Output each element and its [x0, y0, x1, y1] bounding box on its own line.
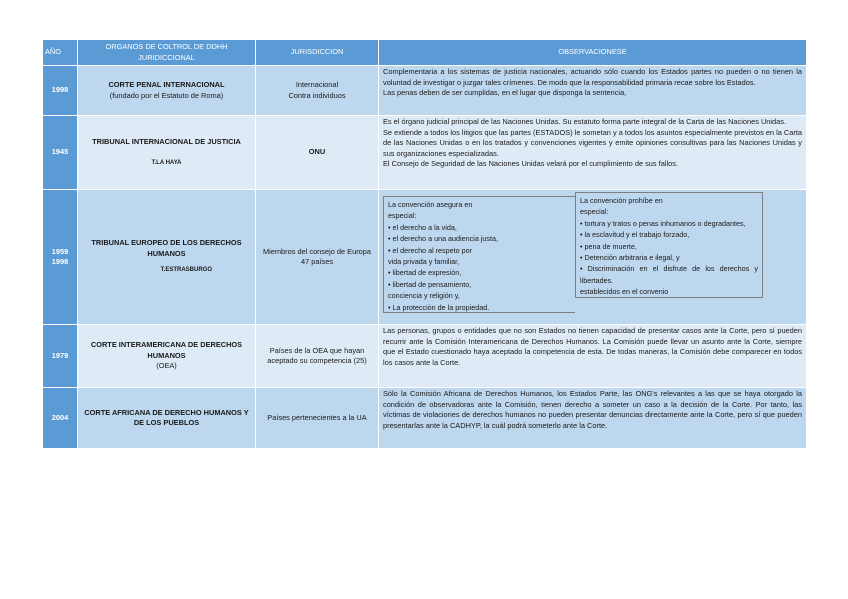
- observations-cell: Es el órgano judicial principal de las Naciones Unidas. Su estatuto forma parte integral de la Carta de las Naciones Unidas. Se extiende a todos los litigios que las partes (ESTADOS) le sometan y a todos los asuntos especialmente previstos en la Carta de las Naciones Unidas o en los tratados y convenciones vigentes y emite opiniones consultivas para las Naciones Unidas y sus organizaciones especializadas. El Consejo de Seguridad de las Naciones Unidas velará por el cumplimiento de sus fallos.: [379, 116, 807, 190]
- organ-sub: T.LA HAYA: [151, 159, 182, 166]
- box-line: • tortura y tratos o penas inhumanos o degradantes,: [580, 218, 746, 228]
- header-organ: ORGANOS DE COLTROL DE DDHH JURIDICCIONAL: [78, 40, 256, 66]
- box-line: • libertad de expresión,: [388, 268, 462, 278]
- box-line: • La protección de la propiedad.: [388, 302, 490, 312]
- header-row: [43, 40, 807, 66]
- table-row: [43, 325, 807, 388]
- jurisdiction-line: Países pertenecientes a la UA: [267, 412, 367, 422]
- header-jurisdiction: JURISDICCION: [256, 40, 379, 66]
- box-line: conciencia y religión y,: [388, 291, 460, 301]
- observations-cell: Complementaria a los sistemas de justicia nacionales, actuando sólo cuando los Estados partes no pueden o no tienen la voluntad de investigar o juzgar tales crímenes. De modo que la responsabilidad primaria recae sobre los Estados. Las penas deben de ser cumplidas, en el lugar que disponga la sentencia,: [379, 66, 807, 116]
- observations-cell: Sólo la Comisión Africana de Derechos Humanos, los Estados Parte, las ONG's relevantes a las que se haya otorgado la condición de observadoras ante la Comisión, tienen derecho a someter un caso a la decisión de la Corte. Por tanto, las víctimas de violaciones de derechos humanos no pueden presentar denuncias directamente ante la Corte, pero sí que pueden presentarlas ante la CADHYP, la cuál podrá someterlo ante la Corte.: [379, 388, 807, 449]
- box-line: especial:: [388, 211, 417, 221]
- jurisdiction-line: Contra individuos: [288, 90, 346, 100]
- jurisdiction-line: Miembros del consejo de Europa: [262, 246, 372, 256]
- jurisdiction-line: Internacional: [295, 80, 339, 89]
- jurisdiction-cell: [256, 116, 379, 190]
- year-cell: 1998: [43, 66, 78, 116]
- table-row: [43, 116, 807, 190]
- organ-name: CORTE PENAL INTERNACIONAL: [108, 80, 225, 89]
- organ-cell: [78, 325, 256, 388]
- organ-name: CORTE AFRICANA DE DERECHO HUMANOS Y DE LOS PUEBLOS: [84, 407, 249, 427]
- box-line: • el derecho a una audiencia justa,: [388, 234, 499, 244]
- organ-cell: [78, 190, 256, 325]
- jurisdiction-cell: [256, 325, 379, 388]
- header-year: AÑO: [43, 40, 78, 66]
- table-row: [43, 190, 807, 325]
- convention-boxes: [379, 190, 806, 315]
- box-line: • el derecho a la vida,: [388, 222, 457, 232]
- year-cell: 1945: [43, 116, 78, 190]
- box-line: establecidos en el convenio: [580, 287, 669, 297]
- convention-ensures-box: [383, 196, 575, 313]
- organ-sub: T.ESTRASBURGO: [160, 267, 212, 274]
- jurisdiction-line: ONU: [308, 147, 326, 157]
- organ-cell: [78, 66, 256, 116]
- jurisdiction-line: Países de la OEA que hayan aceptado su competencia (25): [267, 345, 367, 365]
- convention-prohibits-box: [575, 192, 763, 298]
- box-line: especial:: [580, 207, 609, 217]
- organ-name: TRIBUNAL EUROPEO DE LOS DERECHOS HUMANOS: [91, 238, 242, 258]
- jurisdiction-cell: [256, 388, 379, 449]
- organ-note: (OEA): [156, 361, 177, 371]
- observations-cell: [379, 190, 807, 325]
- box-line: • pena de muerte,: [580, 241, 637, 251]
- jurisdiction-line: 47 países: [300, 257, 334, 266]
- box-line: La convención prohíbe en: [580, 196, 663, 205]
- box-line: • el derecho al respeto por: [388, 245, 473, 255]
- organ-cell: [78, 388, 256, 449]
- year-cell: 1979: [43, 325, 78, 388]
- organ-cell: [78, 116, 256, 190]
- human-rights-courts-table: [42, 39, 807, 449]
- organ-note: (fundado por el Estatuto de Roma): [109, 90, 224, 100]
- box-line: • Discriminación en el disfrute de los derechos y libertades.: [580, 264, 758, 285]
- header-observations: OBSERVACIONESE: [379, 40, 807, 66]
- observations-cell: Las personas, grupos o entidades que no son Estados no tienen capacidad de presentar casos ante la Corte, pero sí pueden recurrir ante la Comisión Interamericana de Derechos Humanos. La Comisión puede llevar un asunto ante la Corte, siempre que el Estado cuestionado haya aceptado la competencia de esta. De todas maneras, la Comisión debe comparecer en todos los casos ante la Corte.: [379, 325, 807, 388]
- box-line: • la esclavitud y el trabajo forzado,: [580, 230, 690, 240]
- box-line: vida privada y familiar,: [388, 257, 460, 267]
- year-cell: 1959 1998: [43, 190, 78, 325]
- organ-name: CORTE INTERAMERICANA DE DERECHOS HUMANOS: [90, 340, 243, 360]
- year-cell: 2004: [43, 388, 78, 449]
- table-row: [43, 388, 807, 449]
- box-line: La convención asegura en: [388, 200, 473, 209]
- box-line: • libertad de pensamiento,: [388, 279, 472, 289]
- jurisdiction-cell: [256, 190, 379, 325]
- jurisdiction-cell: [256, 66, 379, 116]
- organ-name: TRIBUNAL INTERNACIONAL DE JUSTICIA: [92, 137, 241, 146]
- box-line: • Detención arbitraria e ilegal, y: [580, 253, 680, 263]
- table-row: [43, 66, 807, 116]
